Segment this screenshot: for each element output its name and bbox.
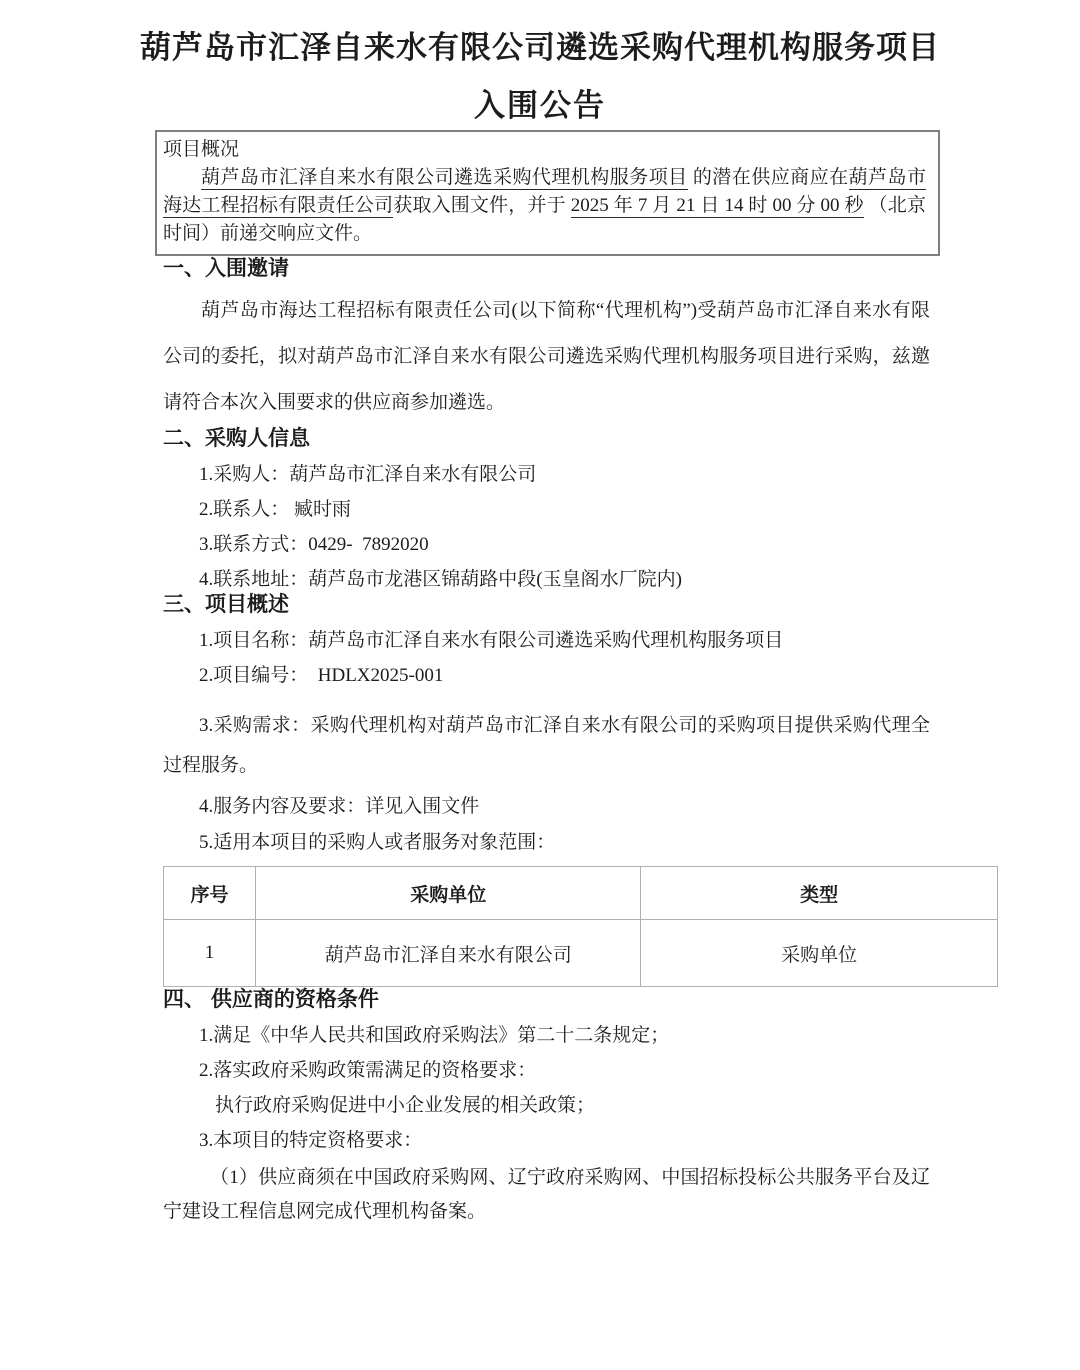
announcement-page (0, 26, 1080, 1229)
overview-project-name: 葫芦岛市汇泽自来水有限公司遴选采购代理机构服务项目 (201, 167, 688, 188)
project-demand-paragraph: 3.采购需求：采购代理机构对葫芦岛市汇泽自来水有限公司的采购项目提供采购代理全过程服务。 (163, 715, 930, 776)
overview-text-3: （北京时间）前递交响应文件。 (163, 195, 926, 244)
scope-table (163, 866, 998, 987)
overview-text-2: 获取入围文件，并于 (393, 195, 571, 216)
document-subtitle: 入围公告 (474, 88, 606, 123)
qualification-item-2: 2.落实政府采购政策需满足的资格要求： (199, 1060, 537, 1081)
project-item-name: 1.项目名称：葫芦岛市汇泽自来水有限公司遴选采购代理机构服务项目 (199, 630, 784, 651)
overview-text-1: 的潜在供应商应在 (687, 167, 849, 188)
overview-deadline: 2025 年 7 月 21 日 14 时 00 分 00 秒 (570, 195, 864, 216)
project-item-service: 4.服务内容及要求：详见入围文件 (199, 796, 480, 817)
cell-seq: 1 (164, 920, 256, 987)
col-header-unit: 采购单位 (256, 867, 641, 920)
scope-table-header (164, 867, 998, 920)
purchaser-item-contact: 2.联系人： 臧时雨 (199, 499, 352, 520)
scope-table-body (164, 920, 998, 987)
col-header-type: 类型 (641, 867, 998, 920)
qualification-item-2-sub: 执行政府采购促进中小企业发展的相关政策； (215, 1095, 596, 1116)
document-title: 葫芦岛市汇泽自来水有限公司遴选采购代理机构服务项目 (140, 30, 940, 65)
cell-unit: 葫芦岛市汇泽自来水有限公司 (256, 920, 641, 987)
project-overview-box (155, 130, 940, 256)
overview-paragraph (163, 164, 926, 248)
qualification-item-3-sub: （1）供应商须在中国政府采购网、辽宁政府采购网、中国招标投标公共服务平台及辽宁建设工程信息网完成代理机构备案。 (163, 1167, 930, 1222)
purchaser-item-name: 1.采购人：葫芦岛市汇泽自来水有限公司 (199, 464, 537, 485)
project-item-number: 2.项目编号： HDLX2025-001 (199, 665, 444, 686)
purchaser-item-address: 4.联系地址：葫芦岛市龙港区锦葫路中段(玉皇阁水厂院内) (199, 569, 682, 590)
section-heading-invitation: 一、入围邀请 (163, 257, 289, 280)
overview-label: 项目概况 (163, 139, 240, 160)
project-item-scope: 5.适用本项目的采购人或者服务对象范围： (199, 832, 556, 853)
qualification-item-1: 1.满足《中华人民共和国政府采购法》第二十二条规定； (199, 1025, 670, 1046)
col-header-seq: 序号 (164, 867, 256, 920)
invitation-paragraph: 葫芦岛市海达工程招标有限责任公司(以下简称“代理机构”)受葫芦岛市汇泽自来水有限公司的委托，拟对葫芦岛市汇泽自来水有限公司遴选采购代理机构服务项目进行采购，兹邀请符合本次入围要求的供应商参加遴选。 (163, 300, 930, 413)
qualification-item-3: 3.本项目的特定资格要求： (199, 1130, 423, 1151)
table-header-row (164, 867, 998, 920)
section-heading-qualification: 四、 供应商的资格条件 (163, 988, 379, 1011)
cell-type: 采购单位 (641, 920, 998, 987)
purchaser-item-phone: 3.联系方式：0429- 7892020 (199, 534, 429, 555)
section-heading-purchaser: 二、采购人信息 (163, 427, 310, 450)
section-heading-project: 三、项目概述 (163, 593, 289, 616)
overview-agency-name: 葫芦岛市海达工程招标有限责任公司 (163, 167, 926, 216)
table-row (164, 920, 998, 987)
document-body (163, 256, 930, 1229)
